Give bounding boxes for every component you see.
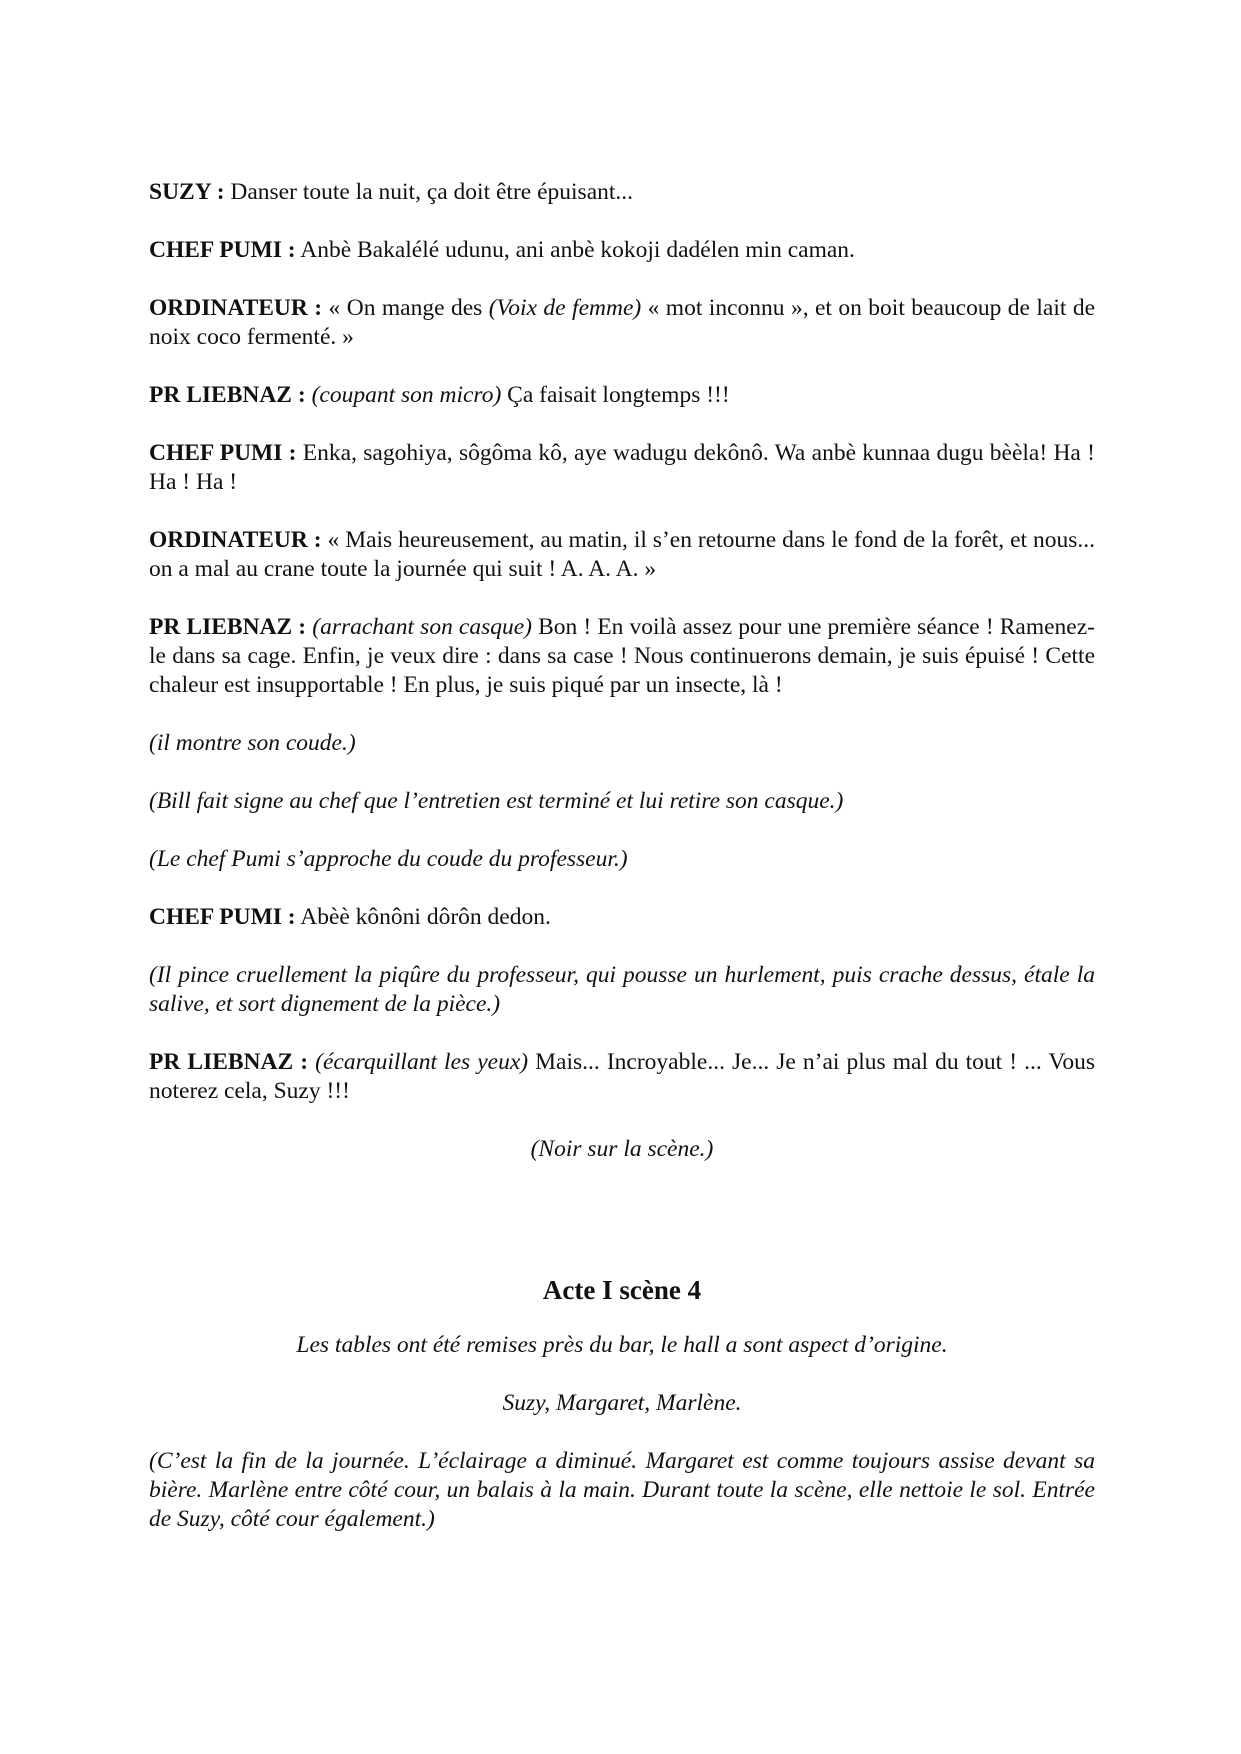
dialogue-line-ordinateur [149, 294, 1095, 352]
speaker-name: PR LIEBNAZ : [149, 614, 307, 640]
dialogue-line-ordinateur [149, 526, 1095, 584]
dialogue-text: Anbè Bakalélé udunu, ani anbè kokoji dadélen min caman. [295, 237, 855, 263]
stage-direction: (C’est la fin de la journée. L’éclairage a diminué. Margaret est comme toujours assise devant sa bière. Marlène entre côté cour, un balais à la main. Durant toute la scène, elle nettoie le sol. Entrée de Suzy, côté cour également.) [149, 1448, 1095, 1532]
stage-direction-inline: (Voix de femme) [488, 295, 642, 321]
dialogue-line-pr-liebnaz [149, 613, 1095, 700]
scene-setting: Les tables ont été remises près du bar, le hall a sont aspect d’origine. [296, 1332, 948, 1358]
dialogue-text: Mais... Incroyable... Je... Je n’ai plus mal du tout ! ... Vous noterez cela, Suzy !!! [149, 1049, 1096, 1104]
speaker-name: ORDINATEUR : [149, 295, 323, 321]
dialogue-text: « Mais heureusement, au matin, il s’en retourne dans le fond de la forêt, et nous... on a mal au crane toute la journée qui suit ! A. A. A. » [149, 527, 1095, 582]
speaker-name: CHEF PUMI : [149, 440, 297, 466]
dialogue-text: Bon ! En voilà assez pour une première séance ! Ramenez-le dans sa cage. Enfin, je veux dire : dans sa case ! Nous continuerons demain, je suis épuisé ! Cette chaleur est insupportable ! En plus, je suis piqué par un insecte, là ! [149, 614, 1095, 698]
dialogue-line-pr-liebnaz [149, 381, 1095, 410]
dialogue-text: Enka, sagohiya, sôgôma kô, aye wadugu dekônô. Wa anbè kunnaa dugu bèèla! Ha ! Ha ! Ha ! [149, 440, 1095, 495]
stage-direction-centered: (Noir sur la scène.) [530, 1136, 714, 1162]
stage-direction: (il montre son coude.) [149, 730, 356, 756]
dialogue-line-chef-pumi [149, 439, 1095, 497]
speaker-name: CHEF PUMI : [149, 237, 296, 263]
speaker-name: CHEF PUMI : [149, 904, 296, 930]
scene-characters: Suzy, Margaret, Marlène. [502, 1390, 742, 1416]
stage-direction: (Il pince cruellement la piqûre du professeur, qui pousse un hurlement, puis crache dessus, étale la salive, et sort dignement de la pièce.) [149, 962, 1095, 1017]
dialogue-text: Danser toute la nuit, ça doit être épuisant... [224, 179, 634, 205]
dialogue-text: « mot inconnu », et on boit beaucoup de lait de noix coco fermenté. » [149, 295, 1096, 350]
dialogue-line-chef-pumi [149, 903, 1095, 932]
script-text [149, 178, 1095, 1563]
stage-direction: (Bill fait signe au chef que l’entretien est terminé et lui retire son casque.) [149, 788, 844, 814]
dialogue-line-pr-liebnaz [149, 1048, 1095, 1106]
speaker-name: SUZY : [149, 179, 225, 205]
dialogue-text: « On mange des [322, 295, 489, 321]
stage-direction-inline: (arrachant son casque) [312, 614, 533, 640]
dialogue-line-suzy [149, 178, 1095, 207]
scene-title: Acte I scène 4 [542, 1275, 702, 1305]
speaker-name: ORDINATEUR : [149, 527, 322, 553]
speaker-name: PR LIEBNAZ : [149, 1049, 309, 1075]
dialogue-text: Abèè kônôni dôrôn dedon. [295, 904, 551, 930]
speaker-name: PR LIEBNAZ : [149, 382, 306, 408]
dialogue-text: Ça faisait longtemps !!! [501, 382, 730, 408]
stage-direction: (Le chef Pumi s’approche du coude du professeur.) [149, 846, 628, 872]
stage-direction-inline: (coupant son micro) [311, 382, 502, 408]
dialogue-line-chef-pumi [149, 236, 1095, 265]
stage-direction-inline: (écarquillant les yeux) [315, 1049, 529, 1075]
